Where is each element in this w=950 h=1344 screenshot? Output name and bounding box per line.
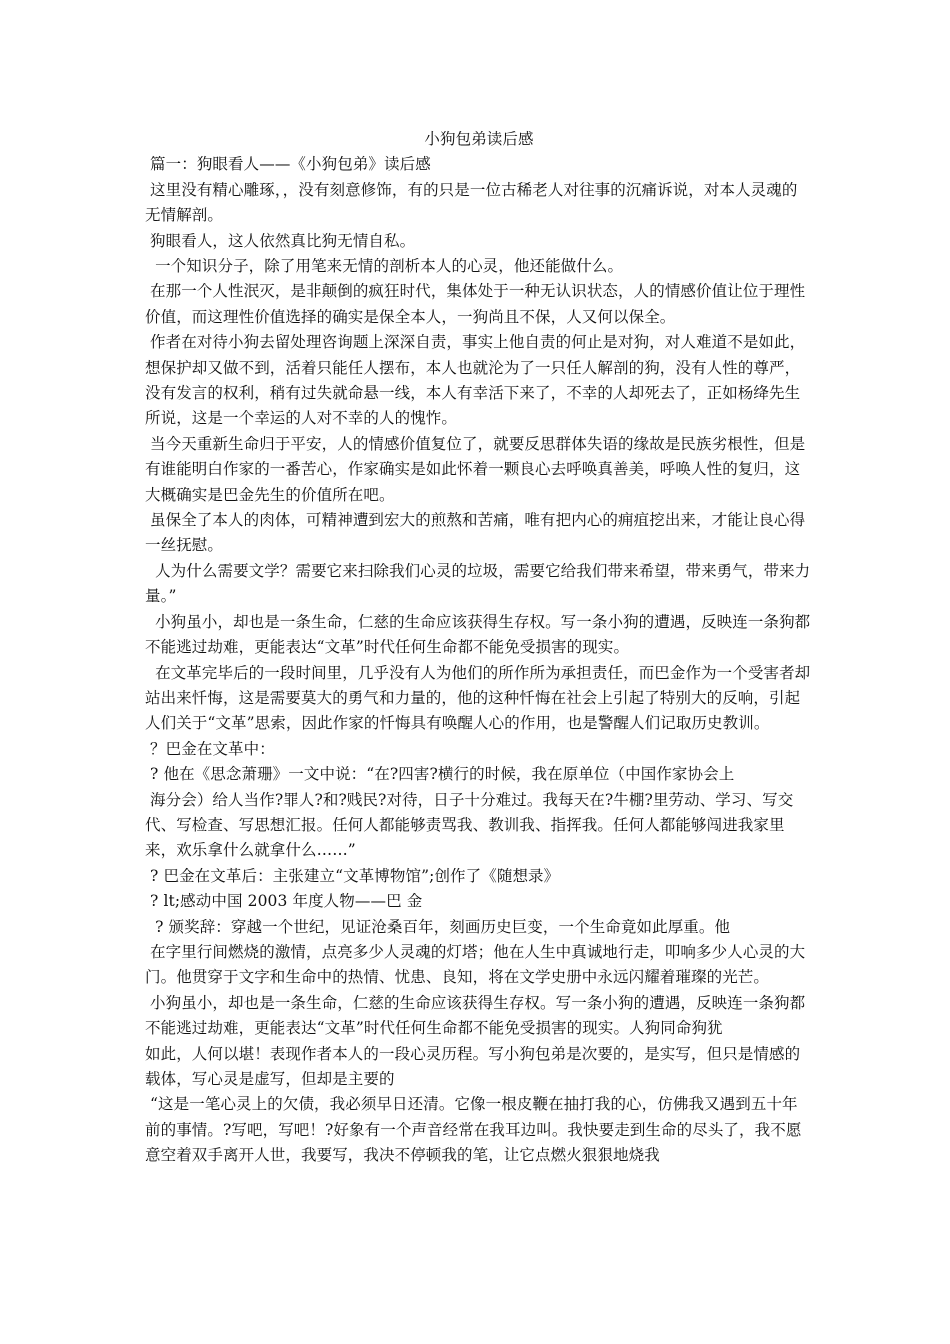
paragraph: 当今天重新生命归于平安，人的情感价值复位了，就要反思群体失语的缘故是民族劣根性，但是有谁能明白作家的一番苦心，作家确实是如此怀着一颗良心去呼唤真善美，呼唤人性的复归，这大概确实是巴金先生的价值所在吧。 — [145, 434, 806, 504]
paragraph: 篇一：狗眼看人——《小狗包弟》读后感 — [145, 155, 431, 174]
paragraph: 在文革完毕后的一段时间里，几乎没有人为他们的所作所为承担责任，而巴金作为一个受害者却站出来忏悔，这是需要莫大的勇气和力量的，他的这种忏悔在社会上引起了特别大的反响，引起人们关于“文革”思索，因此作家的忏悔具有唤醒人心的作用，也是警醒人们记取历史教训。 — [145, 663, 811, 733]
paragraph: 海分会）给人当作?罪人?和?贱民?对待，日子十分难过。我每天在?牛棚?里劳动、学习、写交代、写检查、写思想汇报。任何人都能够责骂我、教训我、指挥我。任何人都能够闯进我家里来，欢乐拿什么就拿什么……” — [145, 790, 794, 860]
document-body — [145, 127, 813, 1169]
paragraph: 小狗虽小，却也是一条生命，仁慈的生命应该获得生存权。写一条小狗的遭遇，反映连一条狗都不能逃过劫难，更能表达“文革”时代任何生命都不能免受损害的现实。 — [145, 612, 811, 657]
paragraph: 狗眼看人，这人依然真比狗无情自私。 — [145, 231, 416, 250]
paragraph: 在那一个人性泯灭，是非颠倒的疯狂时代，集体处于一种无认识状态，人的情感价值让位于理性价值，而这理性价值选择的确实是保全本人，一狗尚且不保，人又何以保全。 — [145, 282, 806, 326]
paragraph: ? 他在《思念萧珊》一文中说：“在?四害?横行的时候，我在原单位（中国作家协会上 — [145, 765, 735, 784]
paragraph: 虽保全了本人的肉体，可精神遭到宏大的煎熬和苦痛，唯有把内心的痈疽挖出来，才能让良心得一丝抚慰。 — [145, 511, 806, 555]
paragraph: 小狗虽小，却也是一条生命，仁慈的生命应该获得生存权。写一条小狗的遭遇，反映连一条狗都不能逃过劫难，更能表达“文革”时代任何生命都不能免受损害的现实。人狗同命狗犹 — [145, 993, 806, 1038]
paragraph: 这里没有精心雕琢，，没有刻意修饰，有的只是一位古稀老人对往事的沉痛诉说，对本人灵魂的无情解剖。 — [145, 180, 798, 225]
paragraph: 如此，人何以堪！表现作者本人的一段心灵历程。写小狗包弟是次要的，是实写，但只是情感的载体，写心灵是虚写，但却是主要的 — [145, 1044, 801, 1089]
paragraph: 一个知识分子，除了用笔来无情的剖析本人的心灵，他还能做什么。 — [145, 257, 624, 276]
paragraph: 人为什么需要文学？需要它来扫除我们心灵的垃圾，需要它给我们带来希望，带来勇气，带来力量。” — [145, 561, 811, 606]
document-title: 小狗包弟读后感 — [424, 130, 534, 148]
paragraph: “这是一笔心灵上的欠债，我必须早日还清。它像一根皮鞭在抽打我的心，仿佛我又遇到五十年前的事情。?写吧，写吧！?好象有一个声音经常在我耳边叫。我快要走到生命的尽头了，我不愿意空着双手离开人世，我要写，我决不停顿我的笔，让它点燃火狠狠地烧我 — [145, 1095, 802, 1165]
paragraph: ？巴金在文革中： — [145, 739, 275, 758]
paragraph: 在字里行间燃烧的激情，点亮多少人灵魂的灯塔；他在人生中真诚地行走，叩响多少人心灵的大门。他贯穿于文字和生命中的热情、忧患、良知，将在文学史册中永远闪耀着璀璨的光芒。 — [145, 942, 806, 987]
paragraph: ? 巴金在文革后：主张建立“文革博物馆”;创作了《随想录》 — [145, 866, 560, 885]
paragraph: ? lt;感动中国 2003 年度人物——巴 金 — [145, 892, 423, 911]
paragraph: 作者在对待小狗去留处理咨询题上深深自责，事实上他自责的何止是对狗，对人难道不是如此，想保护却又做不到，活着只能任人摆布，本人也就沦为了一只任人解剖的狗，没有人性的尊严，没有发言的权利，稍有过失就命悬一线，本人有幸活下来了，不幸的人却死去了，正如杨绛先生所说，这是一个幸运的人对不幸的人的愧怍。 — [145, 333, 806, 428]
paragraph: ? 颁奖辞：穿越一个世纪，见证沧桑百年，刻画历史巨变，一个生命竟如此厚重。他 — [145, 917, 731, 936]
